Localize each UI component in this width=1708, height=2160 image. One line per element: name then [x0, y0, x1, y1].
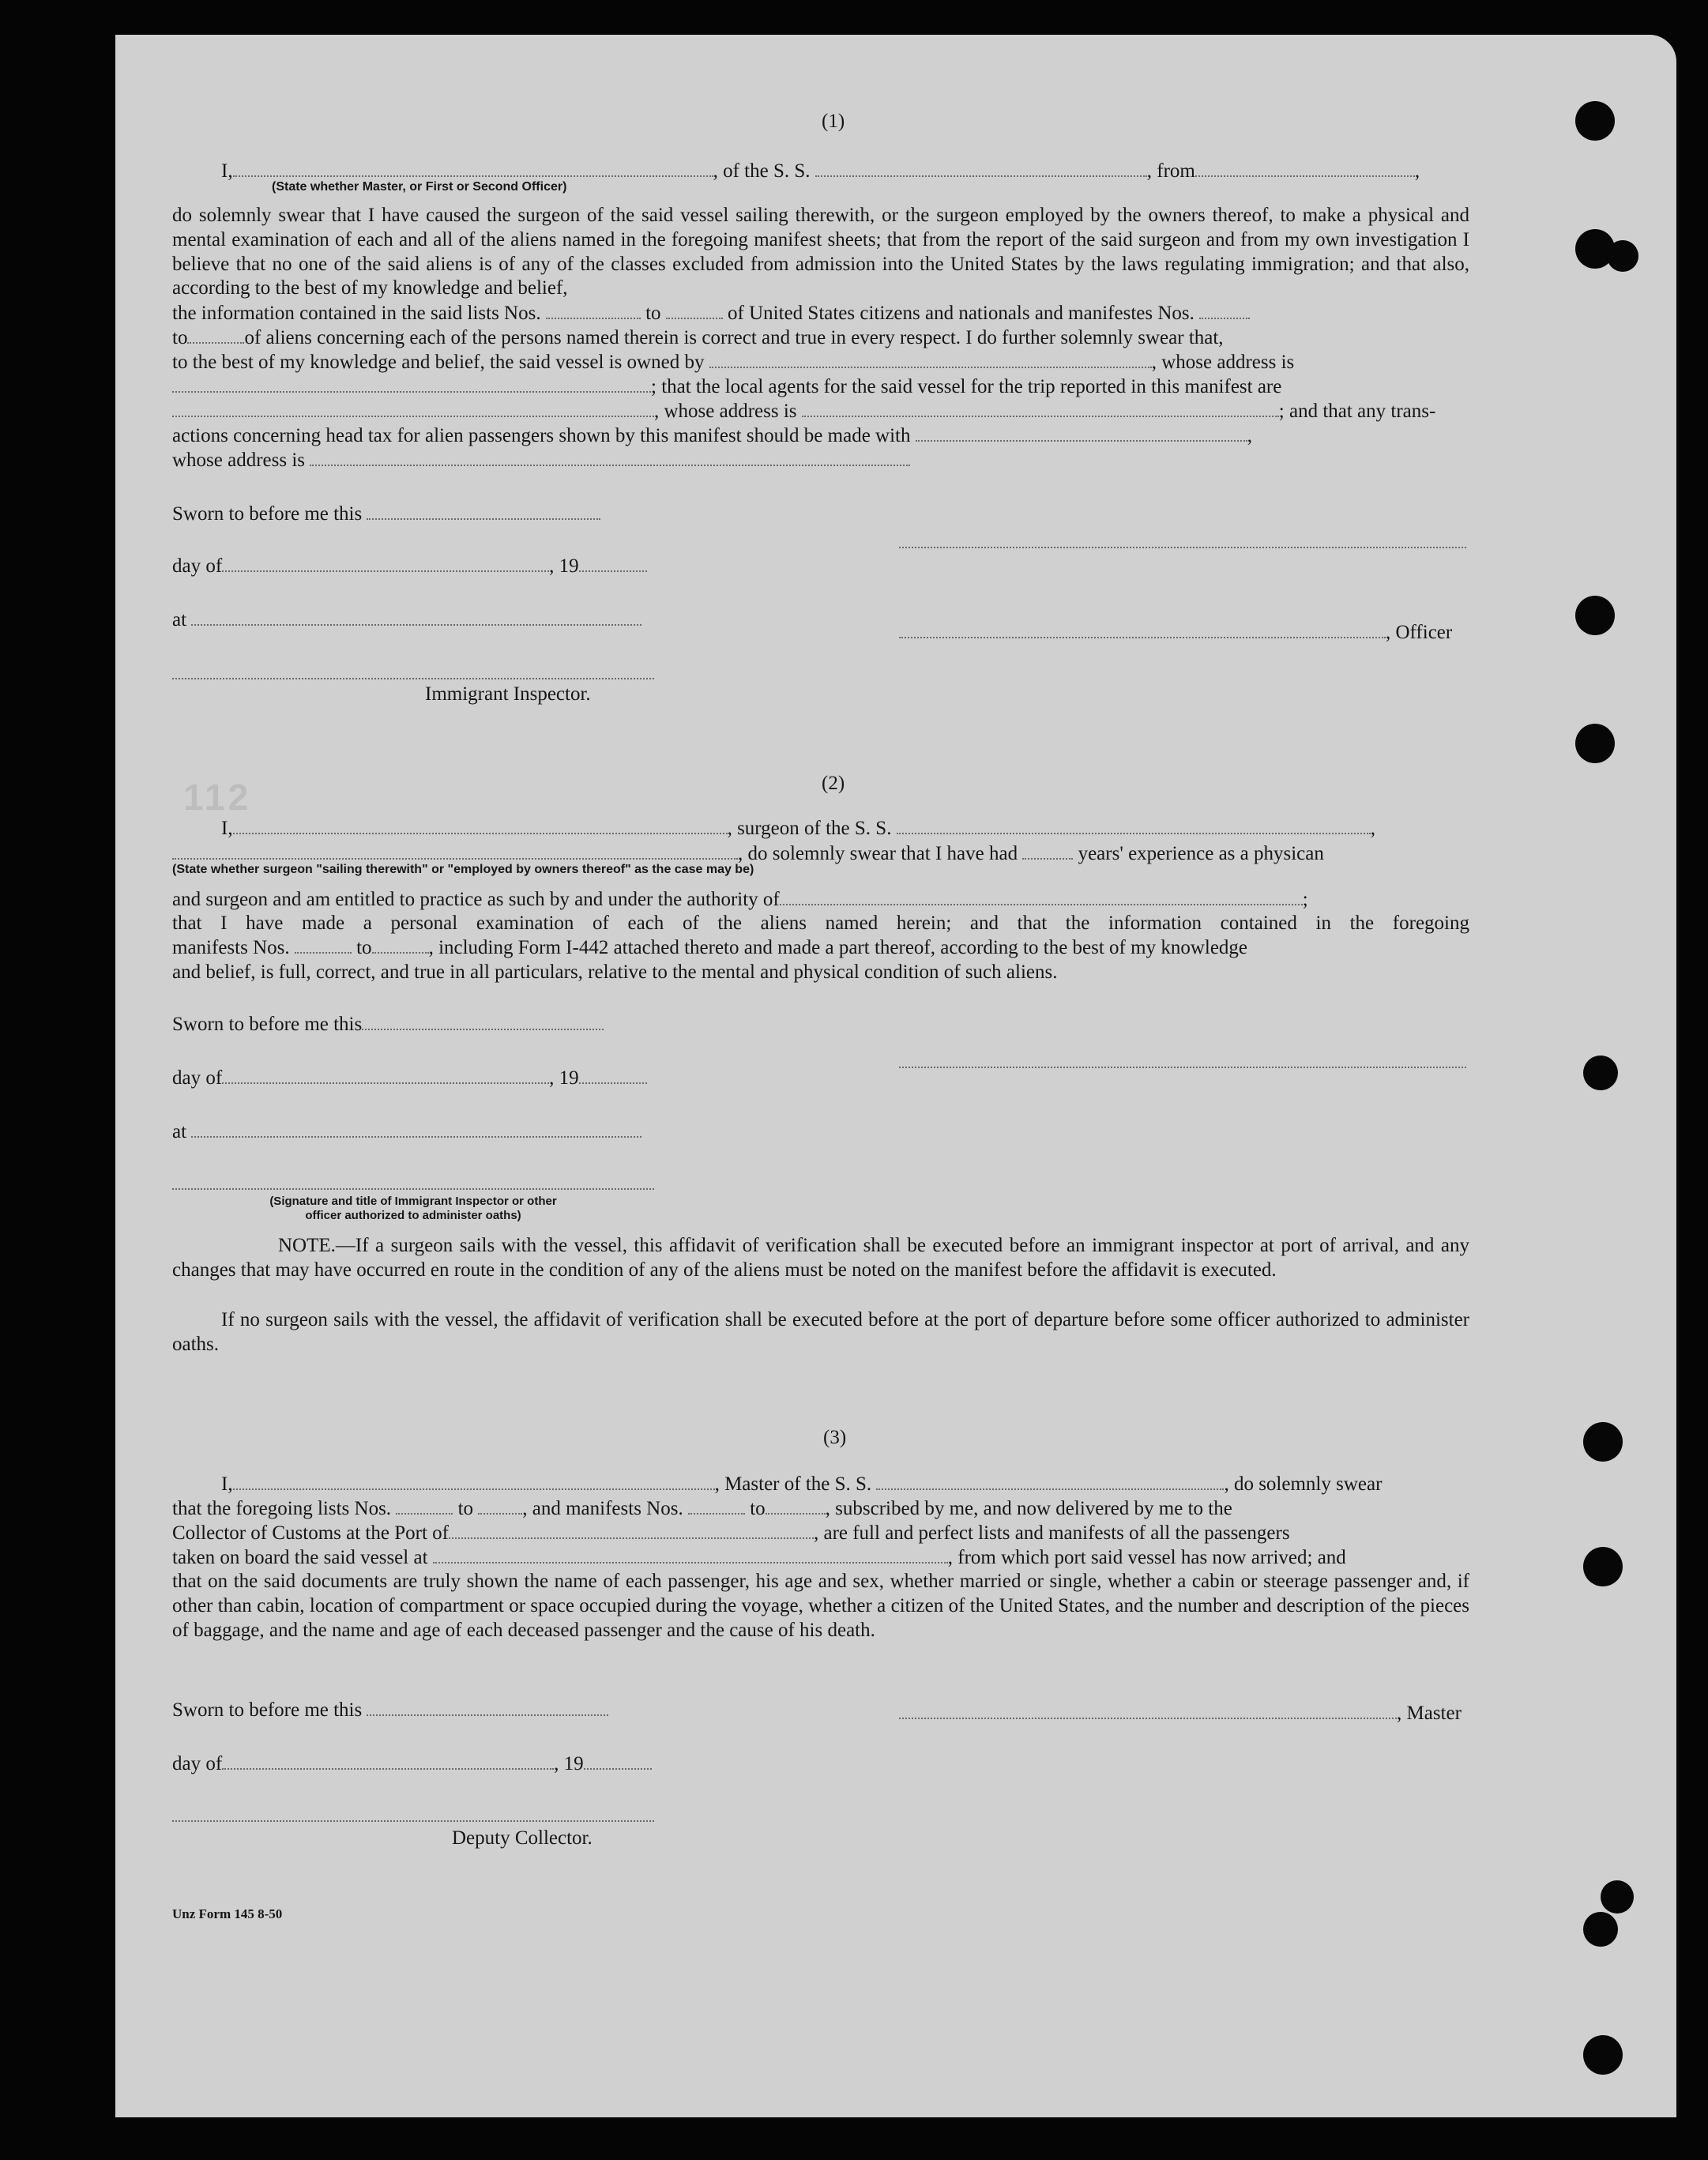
s2-form-text: , including Form I-442 attached thereto and made a part thereof, according to the best of my knowledge [428, 937, 1248, 958]
s1-whose-line [172, 400, 1435, 423]
s3-line-4 [172, 1546, 1346, 1570]
s1-to-line [172, 326, 1224, 350]
s1-sworn-label: Sworn to before me this [172, 503, 363, 525]
s2-sworn-label: Sworn to before me this [172, 1014, 363, 1035]
s1-paragraph: do solemnly swear that I have caused the surgeon of the said vessel sailing therewith, or the surgeon employed by the owners thereof, to make a physical and mental examination of each and all of the aliens named in the foregoing manifest sheets; that from the report of the said surgeon and from my own investigation I believe that no one of the said aliens is of any of the classes excluded from admission into the United States by the laws regulating immigration; and that also, according to the best of my knowledge and belief, [172, 205, 1469, 299]
s2-at-label: at [172, 1121, 187, 1142]
s2-inspector-line [172, 1188, 654, 1190]
s3-sworn [172, 1699, 608, 1722]
binder-hole [1583, 1056, 1618, 1090]
s2-experience-text: years' experience as a physican [1078, 843, 1324, 864]
binder-hole [1583, 2035, 1623, 2075]
s3-manifests-label: , and manifests Nos. [522, 1498, 683, 1519]
s2-line-1-end: , [1370, 818, 1375, 839]
s1-day-label: day of [172, 555, 223, 577]
s2-signature-note-1: (Signature and title of Immigrant Inspector or other [269, 1195, 557, 1208]
s2-line-3 [172, 888, 1308, 912]
s1-sworn [172, 502, 600, 526]
s3-to-label-2: to [750, 1498, 766, 1519]
s1-trans-end: , [1247, 425, 1252, 446]
bleed-through-number: 112 [183, 777, 252, 818]
s3-line-2 [172, 1497, 1232, 1521]
s2-line-4: that I have made a personal examination of each of the aliens named herein; and that the information contained in the foregoing [172, 913, 1469, 934]
s1-to-label: to [172, 327, 188, 348]
s3-to-label-1: to [457, 1498, 474, 1519]
s3-paragraph: that on the said documents are truly shown the name of each passenger, his age and sex, whether married or single, whether a cabin or steerage passenger and, if other than cabin, location of compartment or space occupied during the voyage, whether a citizen of the United States, and the number and description of the pieces of baggage, and the name and age of each deceased passenger and the cause of his death. [172, 1571, 1469, 1641]
s2-surgeon-note: (State whether surgeon "sailing therewith" or "employed by owners thereof" as the case may be) [172, 863, 754, 876]
s1-officer-note: (State whether Master, or First or Second Officer) [272, 180, 567, 194]
binder-hole [1583, 1912, 1618, 1947]
s1-at [172, 608, 641, 632]
s2-at [172, 1120, 641, 1144]
s3-master-label: , Master of the S. S. [714, 1473, 872, 1495]
s3-master-sign-label: , Master [1397, 1703, 1462, 1724]
s1-owner-address: , whose address is [1151, 352, 1295, 373]
section-1-number: (1) [822, 111, 845, 132]
s2-signature-line [899, 1067, 1466, 1068]
binder-hole [1575, 596, 1615, 635]
s2-year-label: , 19 [549, 1067, 579, 1089]
s2-day-label: day of [172, 1067, 223, 1089]
s2-line-1-start: I, [221, 818, 233, 839]
s2-signature-note-2: officer authorized to administer oaths) [305, 1209, 521, 1222]
s1-officer [899, 621, 1452, 645]
s1-line-1-start: I, [221, 160, 233, 182]
s2-authority-end: ; [1302, 889, 1308, 910]
s3-deputy: Deputy Collector. [452, 1827, 593, 1849]
s2-to-label: to [356, 937, 372, 958]
s1-address-label: whose address is [172, 450, 306, 471]
s1-info-to: to [645, 303, 661, 324]
s2-authority-text: and surgeon and am entitled to practice as such by and under the authority of [172, 889, 780, 910]
s3-lists-label: that the foregoing lists Nos. [172, 1498, 392, 1519]
s3-taken-label: taken on board the said vessel at [172, 1547, 428, 1568]
s3-year-label: , 19 [554, 1753, 584, 1774]
s2-note-1: NOTE.—If a surgeon sails with the vessel, this affidavit of verification shall be executed before an immigrant inspector at port of arrival, and any changes that may have occurred en route in the condition of any of the aliens must be noted on the manifest before the affidavit is executed. [172, 1235, 1469, 1281]
binder-hole [1575, 101, 1615, 141]
section-2-number: (2) [822, 773, 845, 794]
s1-address-line [172, 449, 910, 472]
s1-signature-line [899, 547, 1466, 548]
s1-agents-line [172, 375, 1281, 399]
s1-inspector-line [172, 678, 654, 679]
binder-hole [1575, 724, 1615, 763]
s1-day [172, 555, 647, 578]
s1-info-line [172, 302, 1250, 326]
binder-hole [1583, 1422, 1623, 1462]
s2-manifests-label: manifests Nos. [172, 937, 290, 958]
s1-owned-text: to the best of my knowledge and belief, the said vessel is owned by [172, 352, 705, 373]
s1-best-line [172, 351, 1294, 374]
s3-day [172, 1752, 652, 1776]
section-3-number: (3) [823, 1427, 847, 1448]
s2-surgeon-label: , surgeon of the S. S. [727, 818, 892, 839]
s1-to-text: of aliens concerning each of the persons named therein is correct and true in every respect. I do further solemnly swear that, [244, 327, 1224, 348]
binder-hole [1601, 1880, 1634, 1914]
s1-agents-text: ; that the local agents for the said vessel for the trip reported in this manifest are [651, 376, 1282, 397]
s1-info-text: the information contained in the said lists Nos. [172, 303, 541, 324]
s3-swear-text: , do solemnly swear [1224, 1473, 1383, 1495]
s3-line-3 [172, 1522, 1290, 1545]
s1-inspector: Immigrant Inspector. [425, 683, 591, 705]
binder-hole [1607, 240, 1638, 272]
s1-head-tax-text: actions concerning head tax for alien passengers shown by this manifest should be made with [172, 425, 911, 446]
s1-officer-label: , Officer [1386, 622, 1453, 643]
s3-line-1 [221, 1473, 1382, 1496]
s1-trans-text: ; and that any trans- [1278, 401, 1436, 422]
s1-at-label: at [172, 609, 187, 630]
binder-hole [1583, 1547, 1623, 1586]
s2-line-6: and belief, is full, correct, and true in all particulars, relative to the mental and physical condition of such aliens. [172, 961, 1058, 983]
form-number: Unz Form 145 8-50 [172, 1906, 283, 1921]
s2-swear-text: , do solemnly swear that I have had [738, 843, 1018, 864]
s1-agents-address: , whose address is [654, 401, 797, 422]
s3-sworn-label: Sworn to before me this [172, 1699, 363, 1721]
s3-day-label: day of [172, 1753, 223, 1774]
s1-year-label: , 19 [549, 555, 579, 577]
s2-note-2: If no surgeon sails with the vessel, the affidavit of verification shall be executed before at the port of departure before some officer authorized to administer oaths. [172, 1309, 1469, 1355]
s3-arrived-text: , from which port said vessel has now arrived; and [947, 1547, 1346, 1568]
s1-line-1-end: , [1414, 160, 1420, 182]
s3-deputy-line [172, 1820, 654, 1822]
s1-from-label: , from [1146, 160, 1195, 182]
s2-line-1 [221, 817, 1375, 841]
s3-port-label: Collector of Customs at the Port of [172, 1522, 449, 1544]
s1-trans-line [172, 424, 1252, 448]
s3-master [899, 1702, 1462, 1725]
s2-signature-note [172, 1195, 654, 1223]
s2-day [172, 1067, 647, 1090]
s2-line-5 [172, 936, 1247, 960]
s3-subscribed-text: , subscribed by me, and now delivered by me to the [825, 1498, 1232, 1519]
s2-sworn [172, 1013, 604, 1037]
s3-line-1-start: I, [221, 1473, 233, 1495]
s3-full-lists-text: , are full and perfect lists and manifests of all the passengers [813, 1522, 1290, 1544]
s1-info-manifests: of United States citizens and nationals and manifestes Nos. [728, 303, 1194, 324]
s1-vessel-label: , of the S. S. [713, 160, 811, 182]
